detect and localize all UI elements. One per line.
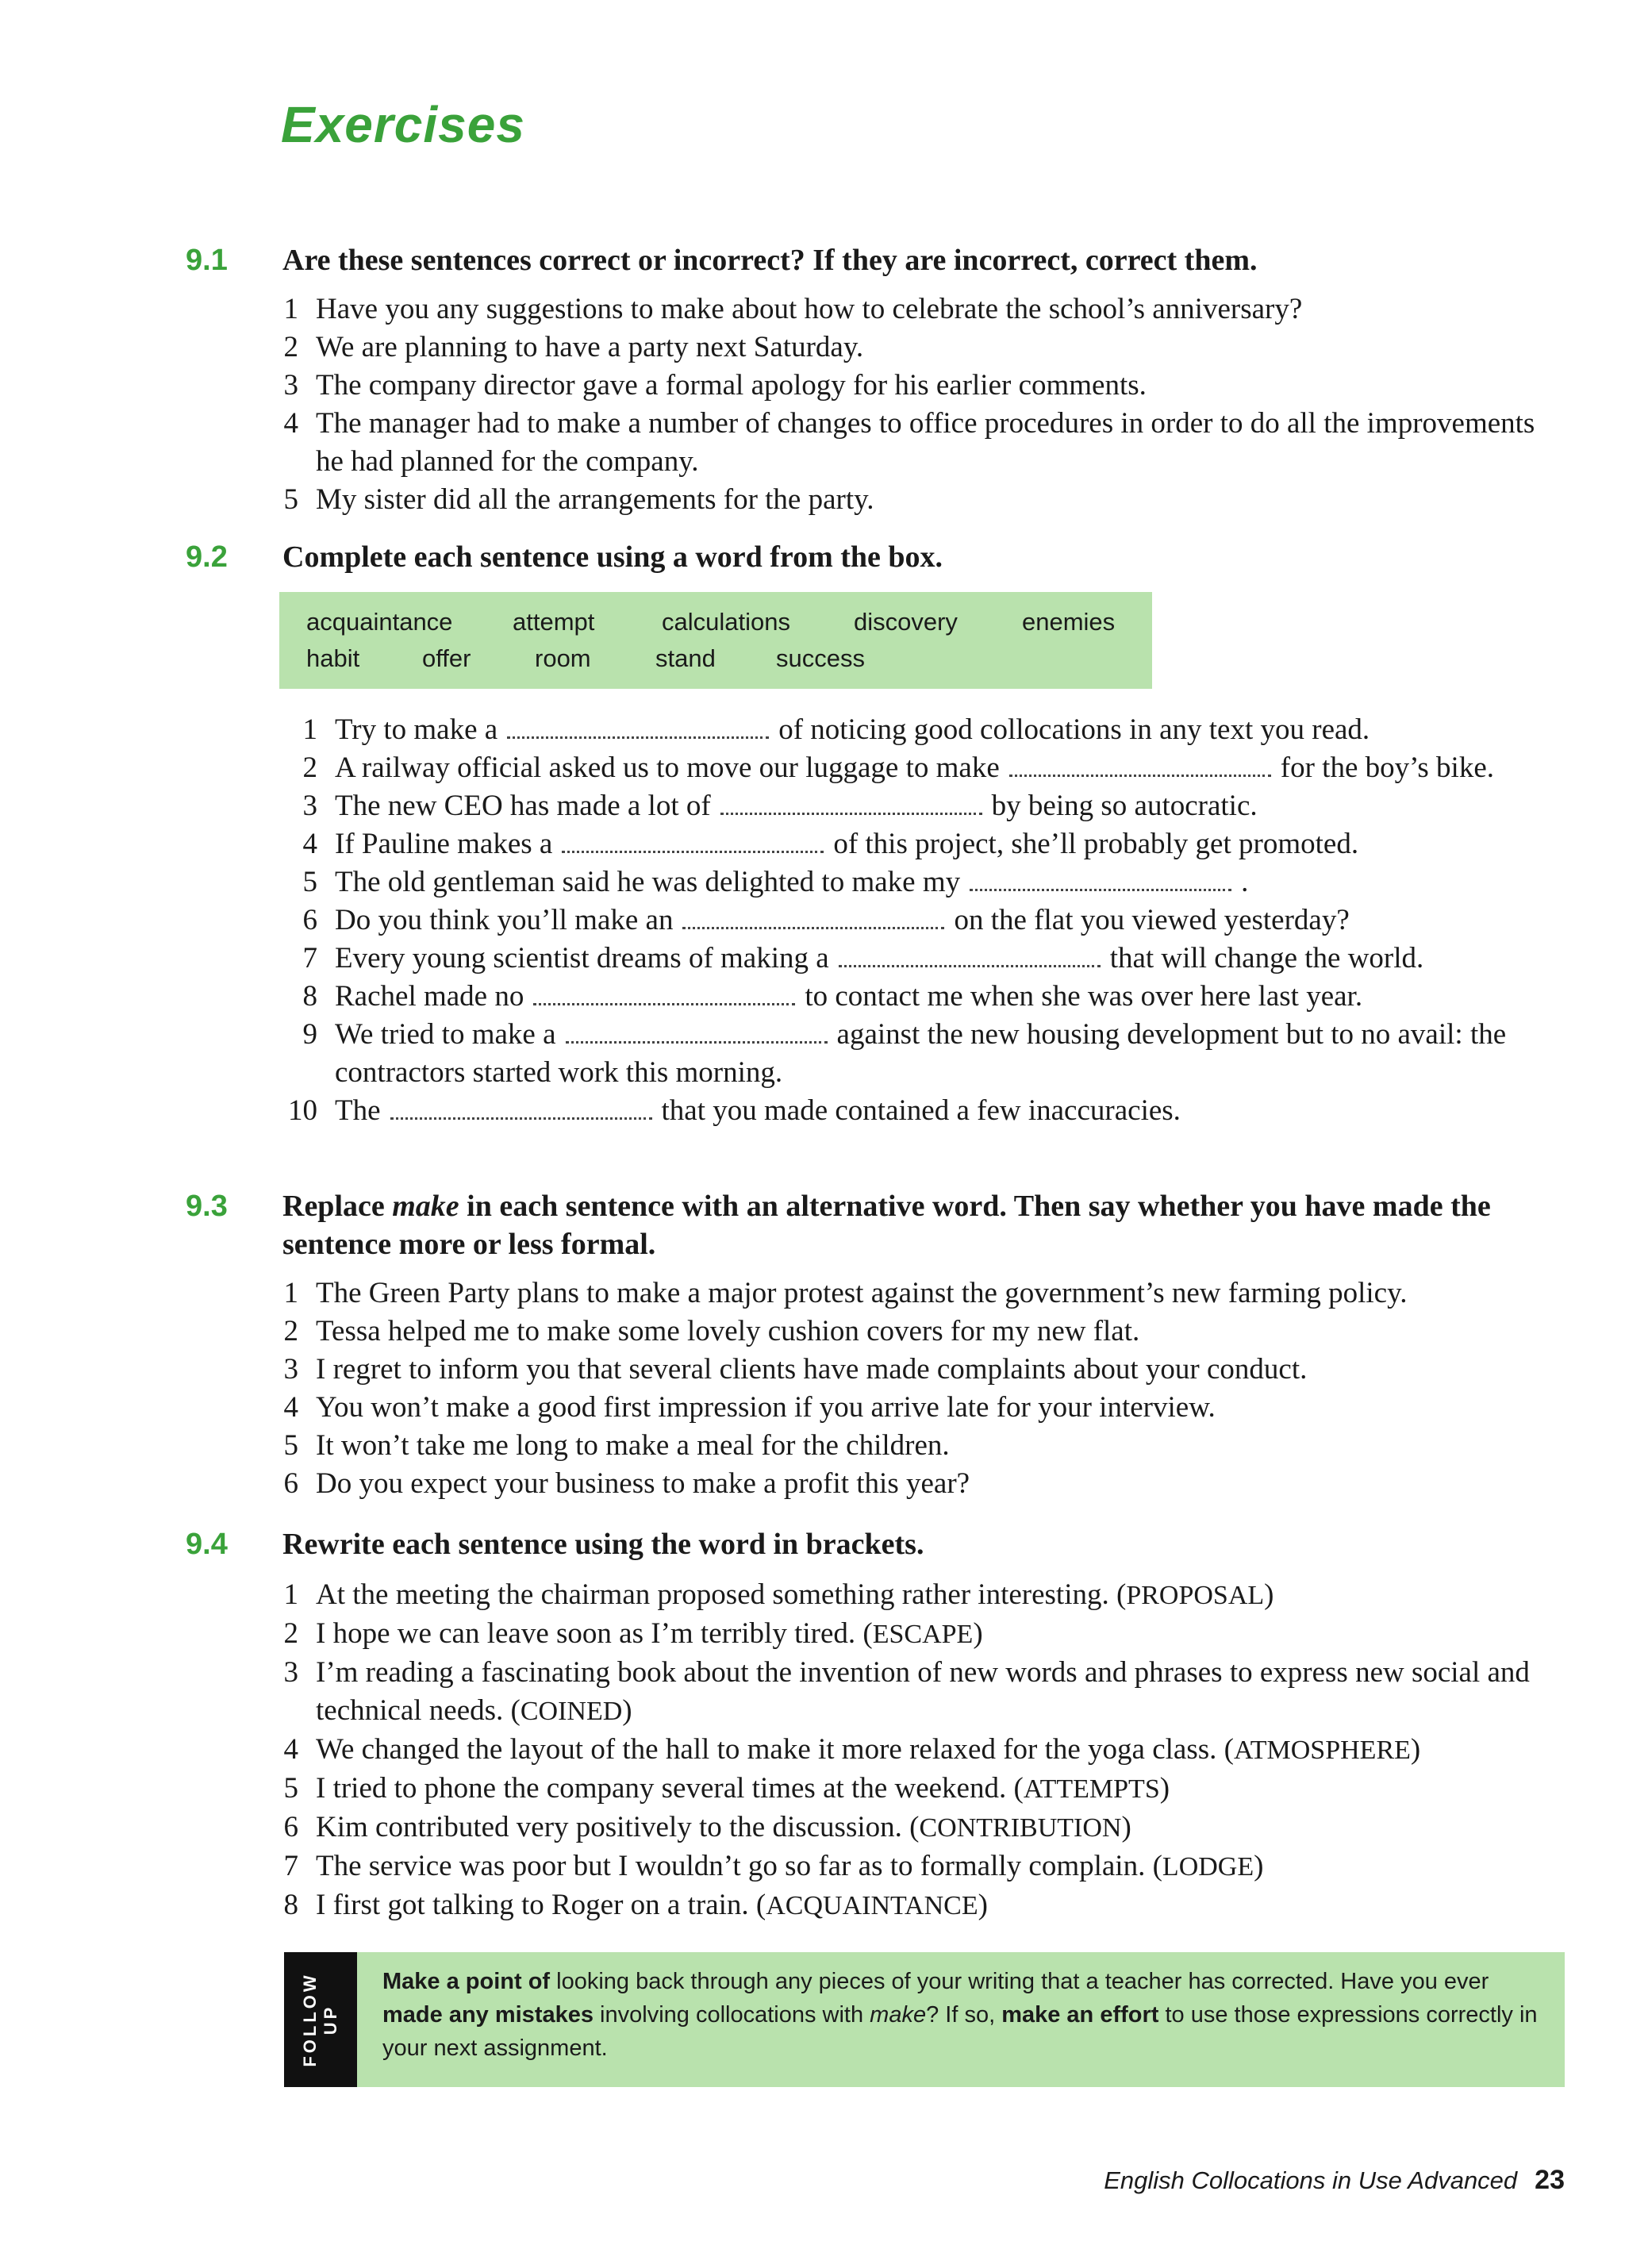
exercise-instruction [282, 1187, 1568, 1263]
list-item [0, 787, 1625, 825]
list-item [0, 1465, 1625, 1503]
item-text: I’m reading a fascinating book about the invention of new words and phrases to express new social and technical needs. [316, 1656, 1530, 1727]
item-number: 4 [283, 1733, 298, 1766]
list-item: 8 I first got talking to Roger on a train. (ACQUAINTANCE) [0, 1886, 1625, 1925]
follow-up-bold: made any mistakes [382, 2002, 594, 2028]
answer-blank[interactable] [970, 869, 1231, 891]
item-number: 6 [283, 1811, 298, 1843]
item-text-after: . [1241, 866, 1249, 898]
item-text: I hope we can leave soon as I’m terribly tired. [316, 1617, 856, 1650]
answer-blank[interactable] [566, 1021, 828, 1044]
answer-blank[interactable] [839, 945, 1101, 967]
item-text-after: for the boy’s bike. [1280, 752, 1494, 784]
item-text: The company director gave a formal apology for his earlier comments. [316, 369, 1147, 402]
item-number: 7 [283, 1850, 298, 1882]
item-number: 1 [283, 1277, 298, 1309]
item-text-before: If Pauline makes a [335, 828, 553, 860]
page-title: Exercises [281, 96, 525, 153]
list-item: 5 I tried to phone the company several times at the weekend. (ATTEMPTS) [0, 1770, 1625, 1809]
item-text-after: on the flat you viewed yesterday? [954, 904, 1350, 936]
follow-up-label-line2: UP [321, 2004, 340, 2035]
list-item: 6 Kim contributed very positively to the discussion. (CONTRIBUTION) [0, 1809, 1625, 1847]
box-word: enemies [1022, 608, 1116, 636]
item-text-before: Try to make a [335, 713, 498, 746]
box-word: calculations [662, 608, 790, 636]
exercise-instruction: Complete each sentence using a word from the box. [282, 540, 943, 574]
exercise-instruction: Are these sentences correct or incorrect? If they are incorrect, correct them. [282, 244, 1258, 277]
item-text-before: The new CEO has made a lot of [335, 790, 711, 822]
box-word: room [535, 644, 591, 672]
item-text-after: by being so autocratic. [991, 790, 1258, 822]
item-text-after: of this project, she’ll probably get promoted. [833, 828, 1359, 860]
list-item [0, 1427, 1625, 1465]
exercise-9-4-items [0, 1576, 1625, 1925]
answer-blank[interactable] [1009, 755, 1271, 777]
follow-up-label [284, 1952, 357, 2087]
item-number: 2 [302, 752, 317, 784]
item-number: 1 [283, 293, 298, 325]
follow-up-plain: looking back through any pieces of your writing that a teacher has corrected. Have you ever [556, 1969, 1489, 1994]
item-text: You won’t make a good first impression if you arrive late for your interview. [316, 1391, 1216, 1424]
list-item [0, 1351, 1625, 1389]
bracket-word: PROPOSAL [1126, 1581, 1265, 1610]
item-number: 4 [283, 1391, 298, 1424]
item-number: 5 [283, 1772, 298, 1805]
answer-blank[interactable] [507, 717, 769, 739]
instruction-text: in each sentence with an alternative word. Then say whether you have made the sentence more or less formal. [282, 1190, 1491, 1261]
list-item [0, 367, 1625, 405]
list-item [0, 1313, 1625, 1351]
list-item [0, 749, 1625, 787]
bracket-word: LODGE [1162, 1852, 1254, 1882]
item-text-after: to contact me when she was over here last year. [805, 980, 1363, 1013]
item-text: It won’t take me long to make a meal for the children. [316, 1429, 950, 1462]
item-text: We changed the layout of the hall to make it more relaxed for the yoga class. [316, 1733, 1217, 1766]
exercise-9-1-items [0, 290, 1625, 519]
exercise-number: 9.3 [186, 1190, 228, 1223]
bracket-word: COINED [520, 1697, 623, 1726]
item-text: Have you any suggestions to make about how to celebrate the school’s anniversary? [316, 293, 1303, 325]
answer-blank[interactable] [682, 907, 944, 929]
item-number: 3 [283, 1353, 298, 1386]
list-item [0, 405, 1625, 481]
book-title: English Collocations in Use Advanced [1104, 2166, 1518, 2194]
exercise-9-3-items [0, 1274, 1625, 1503]
list-item [0, 978, 1625, 1016]
item-text: I regret to inform you that several clients have made complaints about your conduct. [316, 1353, 1308, 1386]
follow-up-text [382, 1965, 1541, 2065]
item-number: 2 [283, 331, 298, 363]
item-text-before: Every young scientist dreams of making a [335, 942, 829, 974]
bracket-word: CONTRIBUTION [919, 1813, 1122, 1843]
item-number: 4 [302, 828, 317, 860]
item-text: I first got talking to Roger on a train. [316, 1889, 749, 1921]
instruction-emphasis: make [392, 1190, 459, 1223]
list-item [0, 901, 1625, 940]
follow-up-bold: Make a point of [382, 1969, 551, 1994]
box-word: offer [422, 644, 471, 672]
follow-up-label-line1: FOLLOW [300, 1972, 320, 2067]
exercise-number: 9.1 [186, 244, 228, 277]
item-text: The service was poor but I wouldn’t go so far as to formally complain. [316, 1850, 1146, 1882]
answer-blank[interactable] [390, 1097, 652, 1120]
item-number: 8 [283, 1889, 298, 1921]
follow-up-plain: ? If so, [926, 2002, 996, 2028]
item-text: Tessa helped me to make some lovely cushion covers for my new flat. [316, 1315, 1140, 1347]
item-number: 3 [283, 369, 298, 402]
item-text-after: against the new housing development but to no avail: the contractors started work this morning. [335, 1018, 1507, 1089]
page-number: 23 [1535, 2165, 1565, 2195]
item-number: 9 [302, 1018, 317, 1051]
item-number: 2 [283, 1315, 298, 1347]
item-text-after: that you made contained a few inaccuracies. [661, 1094, 1181, 1127]
list-item [0, 481, 1625, 519]
bracket-word: ESCAPE [872, 1620, 974, 1649]
item-number: 5 [283, 483, 298, 516]
item-number: 4 [283, 407, 298, 440]
item-text-after: that will change the world. [1109, 942, 1424, 974]
item-number: 6 [283, 1467, 298, 1500]
box-word: habit [306, 644, 360, 672]
exercise-number: 9.4 [186, 1528, 228, 1561]
word-box [279, 592, 1152, 689]
bracket-word: ACQUAINTANCE [766, 1891, 978, 1920]
item-text: We are planning to have a party next Saturday. [316, 331, 864, 363]
list-item [0, 1092, 1625, 1130]
bracket-word: ATMOSPHERE [1233, 1736, 1411, 1765]
item-text: I tried to phone the company several times at the weekend. [316, 1772, 1007, 1805]
item-text-before: Rachel made no [335, 980, 524, 1013]
follow-up-plain: involving collocations with [600, 2002, 864, 2028]
exercise-9-2-items [0, 711, 1625, 1130]
item-text: The Green Party plans to make a major protest against the government’s new farming policy. [316, 1277, 1408, 1309]
box-word: acquaintance [306, 608, 453, 636]
item-text: Do you expect your business to make a profit this year? [316, 1467, 970, 1500]
item-number: 8 [302, 980, 317, 1013]
item-number: 1 [302, 713, 317, 746]
box-word: attempt [513, 608, 595, 636]
item-text: The manager had to make a number of changes to office procedures in order to do all the improvements he had planned for the company. [316, 407, 1535, 478]
list-item [0, 1016, 1625, 1092]
box-word: success [776, 644, 865, 672]
item-text-after: of noticing good collocations in any text you read. [778, 713, 1370, 746]
item-text-before: We tried to make a [335, 1018, 556, 1051]
answer-blank[interactable] [533, 983, 795, 1005]
item-text-before: The old gentleman said he was delighted to make my [335, 866, 961, 898]
item-text-before: A railway official asked us to move our luggage to make [335, 752, 1000, 784]
answer-blank[interactable] [562, 831, 824, 853]
item-number: 10 [288, 1094, 317, 1127]
item-number: 5 [302, 866, 317, 898]
item-text: My sister did all the arrangements for the party. [316, 483, 874, 516]
list-item [0, 1389, 1625, 1427]
item-number: 5 [283, 1429, 298, 1462]
item-text: Kim contributed very positively to the discussion. [316, 1811, 902, 1843]
bracket-word: ATTEMPTS [1023, 1774, 1160, 1804]
item-text-before: Do you think you’ll make an [335, 904, 674, 936]
page-footer [1104, 2165, 1565, 2196]
answer-blank[interactable] [720, 793, 982, 815]
follow-up-box [284, 1952, 1565, 2087]
list-item: 3 I’m reading a fascinating book about the invention of new words and phrases to express new social and technical needs. (COINED) [0, 1654, 1625, 1731]
list-item: 4 We changed the layout of the hall to make it more relaxed for the yoga class. (ATMOSPHERE) [0, 1731, 1625, 1770]
item-number: 1 [283, 1578, 298, 1611]
item-number: 6 [302, 904, 317, 936]
item-text: At the meeting the chairman proposed something rather interesting. [316, 1578, 1109, 1611]
list-item [0, 711, 1625, 749]
exercise-number: 9.2 [186, 540, 228, 574]
follow-up-italic: make [870, 2002, 927, 2028]
item-text-before: The [335, 1094, 381, 1127]
item-number: 7 [302, 942, 317, 974]
item-number: 3 [302, 790, 317, 822]
list-item [0, 1274, 1625, 1313]
list-item: 7 The service was poor but I wouldn’t go so far as to formally complain. (LODGE) [0, 1847, 1625, 1886]
list-item [0, 825, 1625, 863]
list-item [0, 329, 1625, 367]
exercise-instruction: Rewrite each sentence using the word in brackets. [282, 1528, 924, 1561]
box-word: discovery [854, 608, 958, 636]
list-item [0, 290, 1625, 329]
item-number: 2 [283, 1617, 298, 1650]
item-number: 3 [283, 1656, 298, 1689]
list-item: 2 I hope we can leave soon as I’m terribly tired. (ESCAPE) [0, 1615, 1625, 1654]
list-item [0, 940, 1625, 978]
list-item [0, 863, 1625, 901]
box-word: stand [655, 644, 716, 672]
follow-up-bold: make an effort [1001, 2002, 1159, 2028]
list-item: 1 At the meeting the chairman proposed something rather interesting. (PROPOSAL) [0, 1576, 1625, 1615]
follow-up-plain: to use those expressions correctly in your next assignment. [382, 2002, 1538, 2061]
instruction-text: Replace [282, 1190, 385, 1223]
